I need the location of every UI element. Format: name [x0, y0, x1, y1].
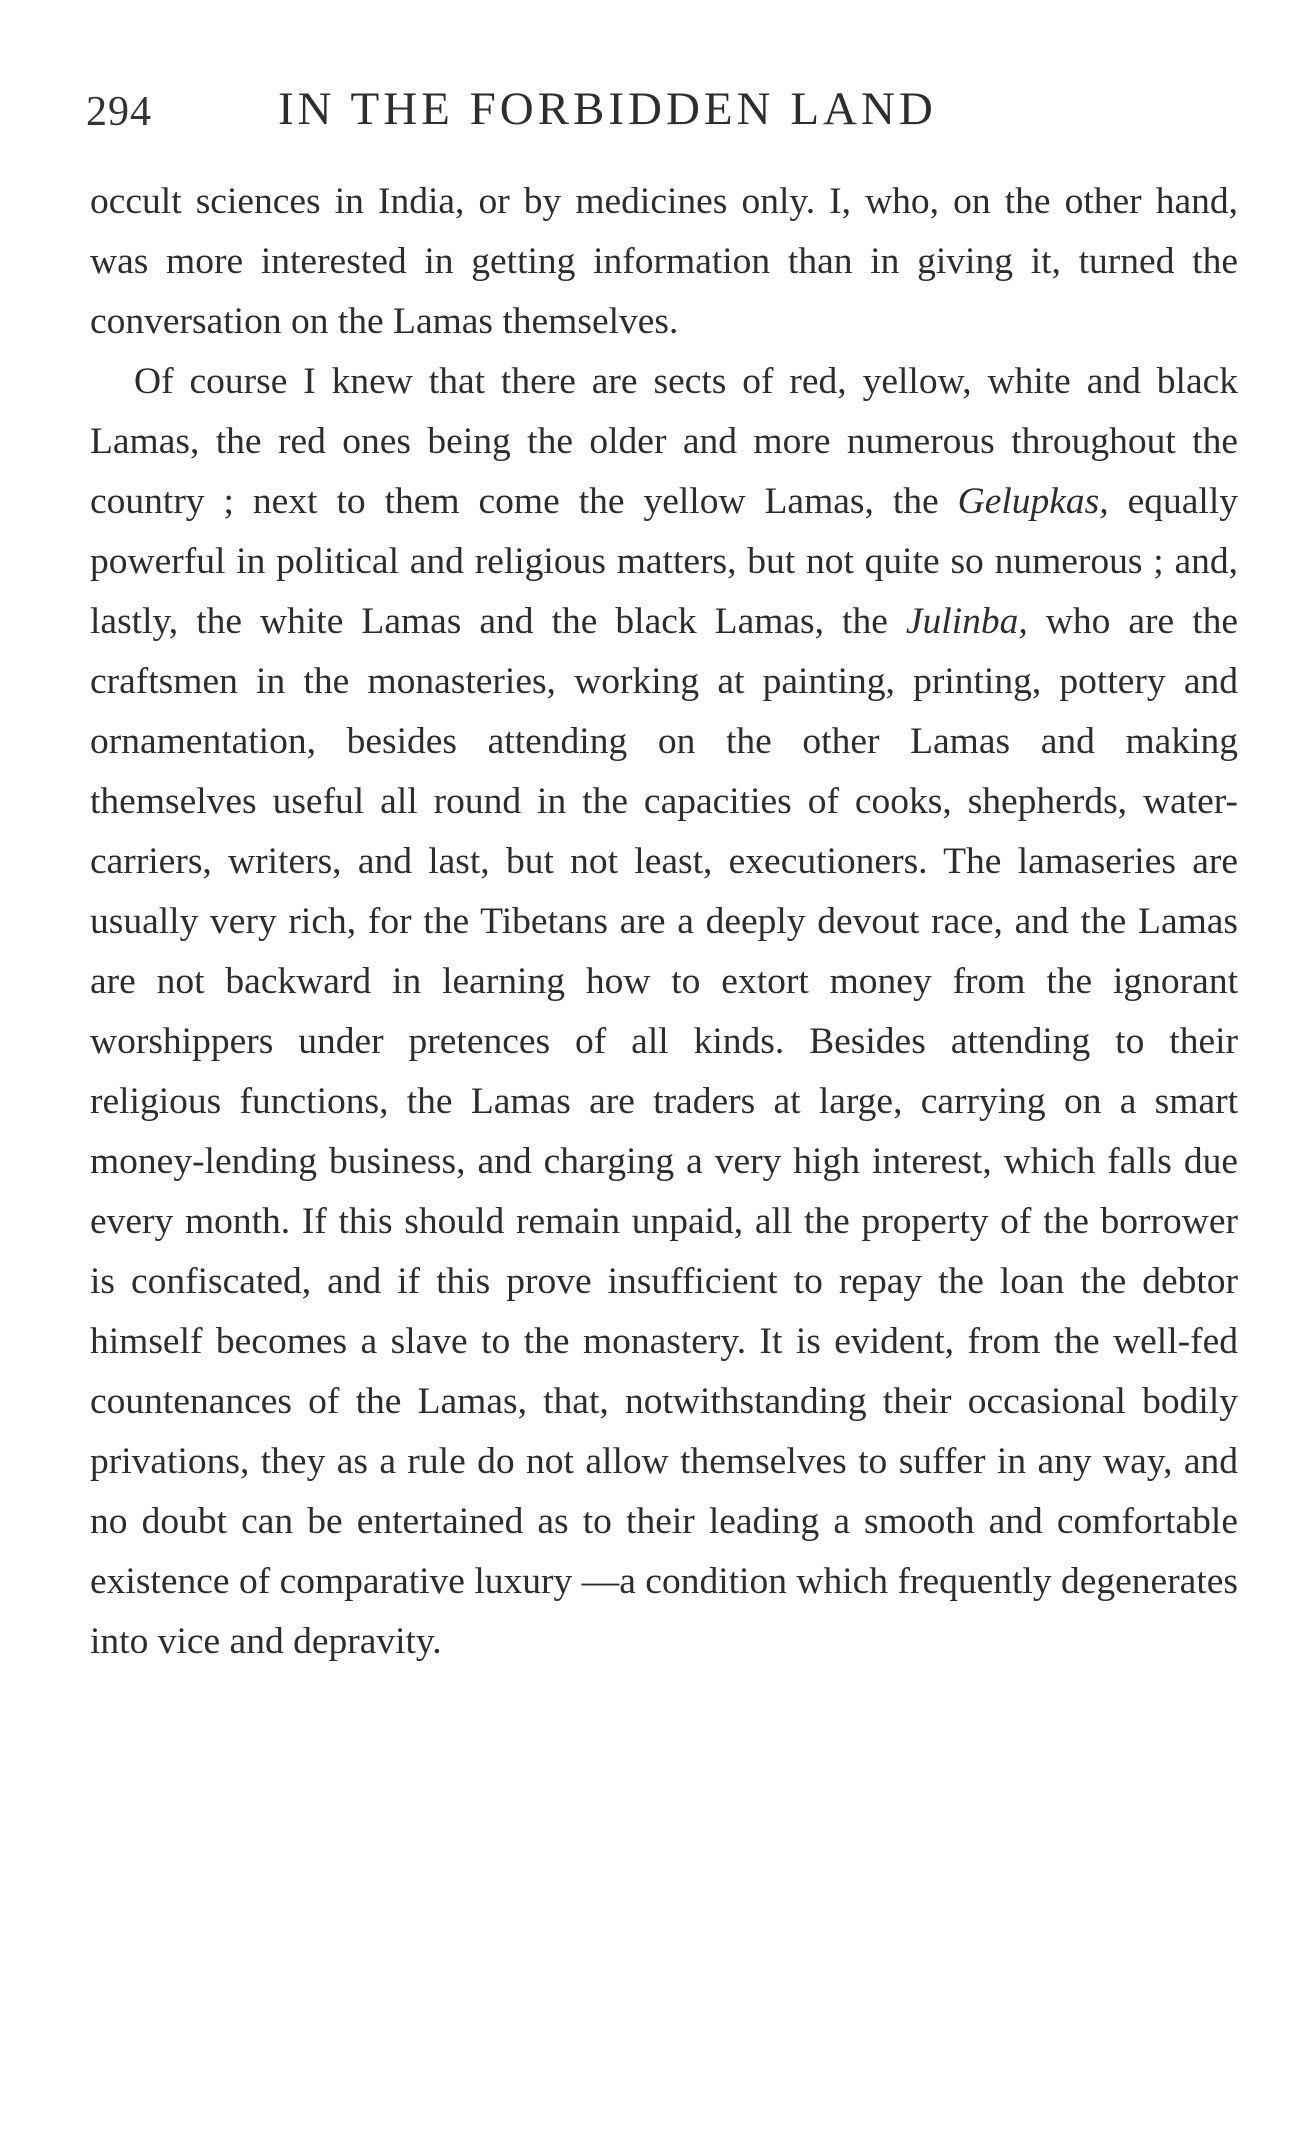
- paragraph-1: occult sciences in India, or by medicines only. I, who, on the other hand, was more interested in getting information than in giving it, turned the conversation on the Lamas themselves.: [90, 181, 1238, 342]
- page-number: 294: [86, 89, 152, 135]
- body-text: [90, 172, 1238, 1672]
- paragraph-2-part-2: equally powerful in political and religious matters, but not quite so numerous ; and, lastly, the white Lamas and the black Lamas, the: [90, 481, 1238, 642]
- paragraph-2: [90, 352, 1238, 1672]
- term-gelupkas: Gelupkas,: [957, 481, 1109, 522]
- term-julinba: Julinba,: [905, 601, 1028, 642]
- paragraph-2-part-1: Of course I knew that there are sects of red, yellow, white and black Lamas, the red ones being the older and more numerous throughout the country ; next to them come the yellow Lamas, the: [90, 361, 1238, 522]
- running-title: IN THE FORBIDDEN LAND: [278, 83, 937, 135]
- running-head: [86, 78, 1238, 148]
- paragraph-2-part-3: who are the craftsmen in the monasteries, working at painting, printing, pottery and ornamentation, besides attending on the other Lamas and making themselves useful all round in the capacities of cooks, shepherds, water-carriers, writers, and last, but not least, executioners. The lamaseries are usually very rich, for the Tibetans are a deeply devout race, and the Lamas are not backward in learning how to extort money from the ignorant worshippers under pretences of all kinds. Besides attending to their religious functions, the Lamas are traders at large, carrying on a smart money-lending business, and charging a very high interest, which falls due every month. If this should remain unpaid, all the property of the borrower is confiscated, and if this prove insufficient to repay the loan the debtor himself becomes a slave to the monastery. It is evident, from the well-fed countenances of the Lamas, that, notwithstanding their occasional bodily privations, they as a rule do not allow themselves to suffer in any way, and no doubt can be entertained as to their leading a smooth and comfortable existence of comparative luxury —a condition which frequently degenerates into vice and depravity.: [90, 601, 1239, 1662]
